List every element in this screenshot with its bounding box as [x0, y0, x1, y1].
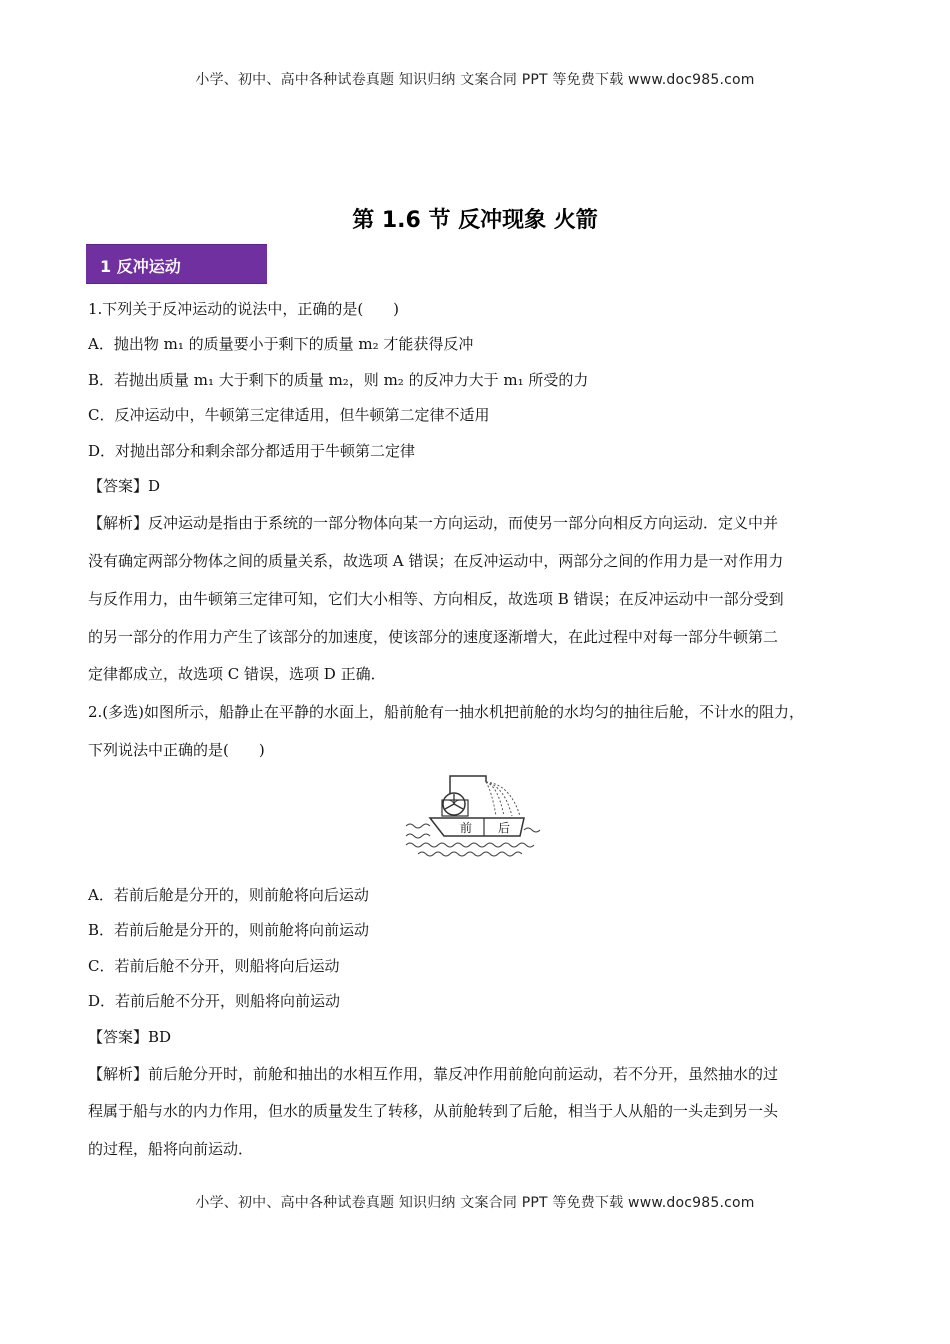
q1-option-a: A．抛出物 m₁ 的质量要小于剩下的质量 m₂ 才能获得反冲: [88, 335, 474, 353]
q1-analysis-line: 的另一部分的作用力产生了该部分的加速度，使该部分的速度逐渐增大，在此过程中对每一部分牛顿第二: [88, 628, 779, 646]
q2-option-d: D．若前后舱不分开，则船将向前运动: [88, 992, 341, 1010]
back-cabin-label: 后: [498, 821, 511, 835]
q1-option-c: C．反冲运动中，牛顿第三定律适用，但牛顿第二定律不适用: [88, 406, 490, 424]
q1-analysis-line: 【解析】反冲运动是指由于系统的一部分物体向某一方向运动，而使另一部分向相反方向运动．定义中并: [88, 514, 779, 532]
q2-stem-line: 2.(多选)如图所示，船静止在平静的水面上，船前舱有一抽水机把前舱的水均匀的抽往后舱，不计水的阻力，: [88, 703, 805, 721]
q1-analysis-line: 定律都成立，故选项 C 错误，选项 D 正确．: [88, 665, 386, 683]
pump-wheel-icon: [443, 793, 465, 815]
page-title: 第 1.6 节 反冲现象 火箭: [352, 208, 598, 233]
section-banner: [86, 244, 267, 284]
q2-option-c: C．若前后舱不分开，则船将向后运动: [88, 957, 340, 975]
q2-analysis-line: 程属于船与水的内力作用，但水的质量发生了转移，从前舱转到了后舱，相当于人从船的一头走到另一头: [88, 1102, 779, 1120]
q2-option-a: A．若前后舱是分开的，则前舱将向后运动: [88, 886, 369, 904]
q1-answer: 【答案】D: [88, 477, 161, 495]
section-title: 1 反冲运动: [100, 257, 181, 276]
q1-analysis-line: 与反作用力，由牛顿第三定律可知，它们大小相等、方向相反，故选项 B 错误；在反冲运动中一部分受到: [88, 590, 784, 608]
q1-option-d: D．对抛出部分和剩余部分都适用于牛顿第二定律: [88, 442, 416, 460]
q2-analysis-line: 的过程，船将向前运动．: [88, 1140, 254, 1158]
page-header: 小学、初中、高中各种试卷真题 知识归纳 文案合同 PPT 等免费下载 www.doc985.com: [195, 72, 755, 88]
q1-analysis-line: 没有确定两部分物体之间的质量关系，故选项 A 错误；在反冲运动中，两部分之间的作用力是一对作用力: [88, 552, 784, 570]
q2-answer: 【答案】BD: [88, 1028, 172, 1046]
page-footer: 小学、初中、高中各种试卷真题 知识归纳 文案合同 PPT 等免费下载 www.doc985.com: [195, 1195, 755, 1211]
q2-stem-line: 下列说法中正确的是( ): [88, 741, 265, 759]
q1-stem: 1.下列关于反冲运动的说法中，正确的是( ): [88, 300, 400, 318]
front-cabin-label: 前: [460, 821, 473, 835]
q2-option-b: B．若前后舱是分开的，则前舱将向前运动: [88, 921, 370, 939]
q1-option-b: B．若抛出质量 m₁ 大于剩下的质量 m₂，则 m₂ 的反冲力大于 m₁ 所受的力: [88, 371, 589, 389]
q2-analysis-line: 【解析】前后舱分开时，前舱和抽出的水相互作用，靠反冲作用前舱向前运动，若不分开，虽然抽水的过: [88, 1065, 779, 1083]
boat-pump-figure: [400, 766, 548, 860]
